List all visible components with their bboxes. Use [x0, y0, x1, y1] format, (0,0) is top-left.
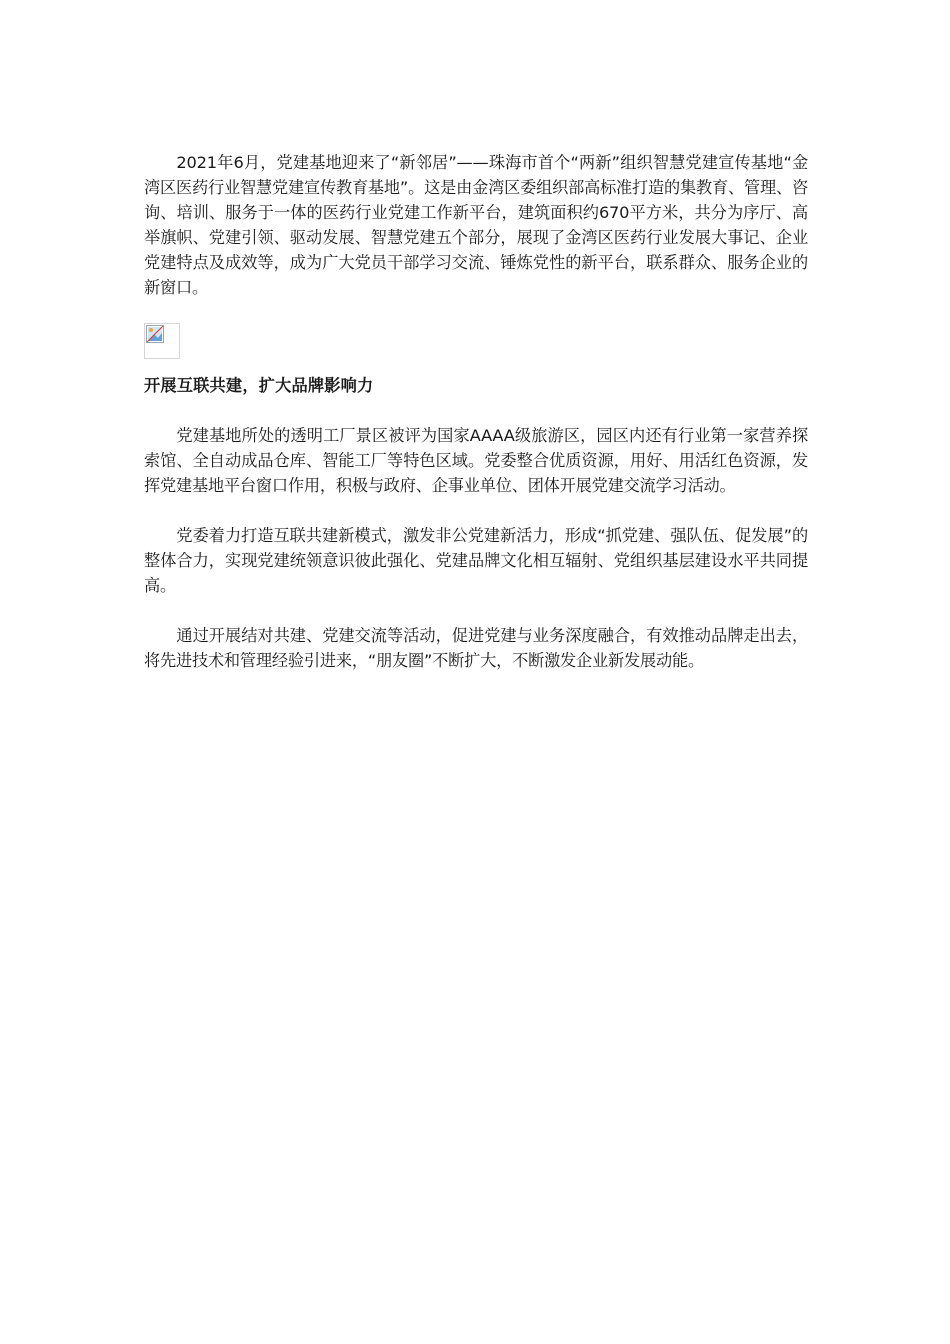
body-paragraph: 通过开展结对共建、党建交流等活动，促进党建与业务深度融合，有效推动品牌走出去，将先进技术和管理经验引进来，“朋友圈”不断扩大，不断激发企业新发展动能。 — [144, 626, 808, 670]
broken-image-placeholder — [144, 323, 180, 359]
document-body — [144, 150, 808, 673]
section-heading: 开展互联共建，扩大品牌影响力 — [144, 376, 374, 395]
body-paragraph: 党建基地所处的透明工厂景区被评为国家AAAA级旅游区，园区内还有行业第一家营养探索馆、全自动成品仓库、智能工厂等特色区域。党委整合优质资源，用好、用活红色资源，发挥党建基地平台窗口作用，积极与政府、企事业单位、团体开展党建交流学习活动。 — [144, 426, 808, 495]
body-paragraph: 党委着力打造互联共建新模式，激发非公党建新活力，形成“抓党建、强队伍、促发展”的整体合力，实现党建统领意识彼此强化、党建品牌文化相互辐射、党组织基层建设水平共同提高。 — [144, 526, 808, 595]
intro-paragraph: 2021年6月，党建基地迎来了“新邻居”——珠海市首个“两新”组织智慧党建宣传基地“金湾区医药行业智慧党建宣传教育基地”。这是由金湾区委组织部高标准打造的集教育、管理、咨询、培训、服务于一体的医药行业党建工作新平台，建筑面积约670平方米，共分为序厅、高举旗帜、党建引领、驱动发展、智慧党建五个部分，展现了金湾区医药行业发展大事记、企业党建特点及成效等，成为广大党员干部学习交流、锤炼党性的新平台，联系群众、服务企业的新窗口。 — [144, 153, 808, 297]
